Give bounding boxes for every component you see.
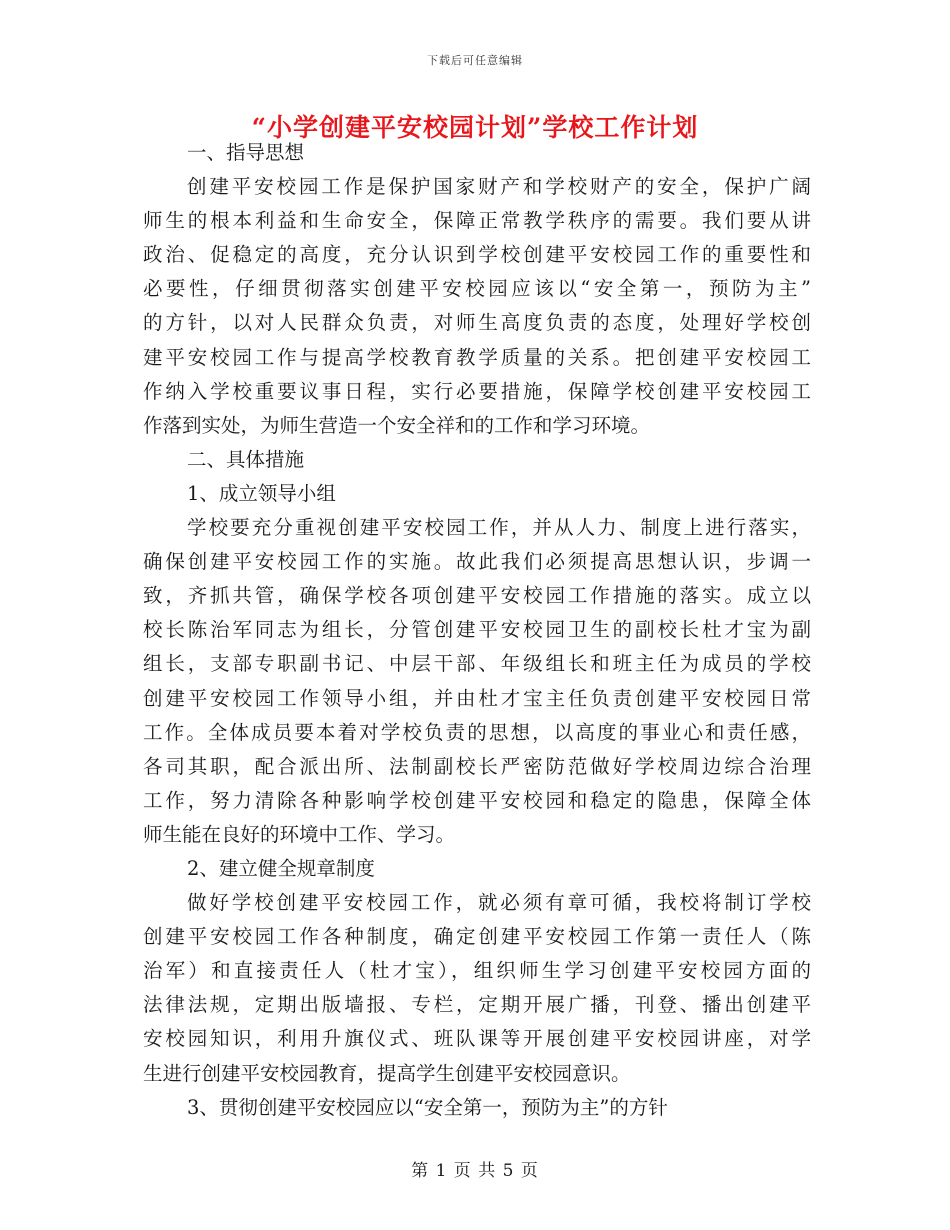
paragraph-line: 工作，努力清除各种影响学校创建平安校园和稳定的隐患，保障全体: [143, 788, 811, 812]
paragraph-line: 作纳入学校重要议事日程，实行必要措施，保障学校创建平安校园工: [143, 379, 811, 403]
subsection-heading: 3、贯彻创建平安校园应以“安全第一，预防为主”的方针: [187, 1095, 668, 1119]
subsection-heading: 1、成立领导小组: [187, 481, 336, 505]
paragraph-line: 组长，支部专职副书记、中层干部、年级组长和班主任为成员的学校: [143, 652, 811, 676]
subsection-heading: 2、建立健全规章制度: [187, 856, 375, 880]
paragraph-line: 法律法规，定期出版墙报、专栏，定期开展广播，刊登、播出创建平: [143, 993, 811, 1017]
paragraph-line: 必要性，仔细贯彻落实创建平安校园应该以“安全第一，预防为主”: [143, 277, 811, 301]
paragraph-line: 校长陈治军同志为组长，分管创建平安校园卫生的副校长杜才宝为副: [143, 618, 811, 642]
paragraph-line: 安校园知识，利用升旗仪式、班队课等开展创建平安校园讲座，对学: [143, 1027, 811, 1051]
paragraph-line: 创建平安校园工作领导小组，并由杜才宝主任负责创建平安校园日常: [143, 686, 811, 710]
paragraph-line: 建平安校园工作与提高学校教育教学质量的关系。把创建平安校园工: [143, 345, 811, 369]
paragraph-line: 治军）和直接责任人（杜才宝），组织师生学习创建平安校园方面的: [143, 959, 811, 983]
page-footer: 第 1 页 共 5 页: [411, 1161, 539, 1181]
paragraph-line: 作落到实处，为师生营造一个安全祥和的工作和学习环境。: [143, 413, 651, 437]
paragraph-line: 师生的根本利益和生命安全，保障正常教学秩序的需要。我们要从讲: [143, 209, 811, 233]
paragraph-line: 政治、促稳定的高度，充分认识到学校创建平安校园工作的重要性和: [143, 243, 811, 267]
header-note: 下载后可任意编辑: [427, 54, 523, 67]
paragraph-line: 各司其职，配合派出所、法制副校长严密防范做好学校周边综合治理: [143, 754, 811, 778]
paragraph-line: 做好学校创建平安校园工作，就必须有章可循，我校将制订学校: [187, 891, 811, 915]
document-body: [143, 136, 811, 1125]
paragraph-line: 工作。全体成员要本着对学校负责的思想，以高度的事业心和责任感，: [143, 720, 811, 744]
section-heading: 二、具体措施: [187, 447, 305, 471]
paragraph-line: 的方针，以对人民群众负责，对师生高度负责的态度，处理好学校创: [143, 311, 811, 335]
paragraph-line: 创建平安校园工作是保护国家财产和学校财产的安全，保护广阔: [187, 175, 811, 199]
paragraph-line: 学校要充分重视创建平安校园工作，并从人力、制度上进行落实，: [187, 516, 811, 540]
paragraph-line: 生进行创建平安校园教育，提高学生创建平安校园意识。: [143, 1061, 631, 1085]
section-heading: 一、指导思想: [187, 141, 305, 164]
document-title: “小学创建平安校园计划”学校工作计划: [251, 113, 699, 142]
paragraph-line: 致，齐抓共管，确保学校各项创建平安校园工作措施的落实。成立以: [143, 584, 811, 608]
paragraph-line: 确保创建平安校园工作的实施。故此我们必须提高思想认识，步调一: [143, 550, 811, 574]
paragraph-line: 师生能在良好的环境中工作、学习。: [143, 822, 456, 846]
paragraph-line: 创建平安校园工作各种制度，确定创建平安校园工作第一责任人（陈: [143, 925, 811, 949]
